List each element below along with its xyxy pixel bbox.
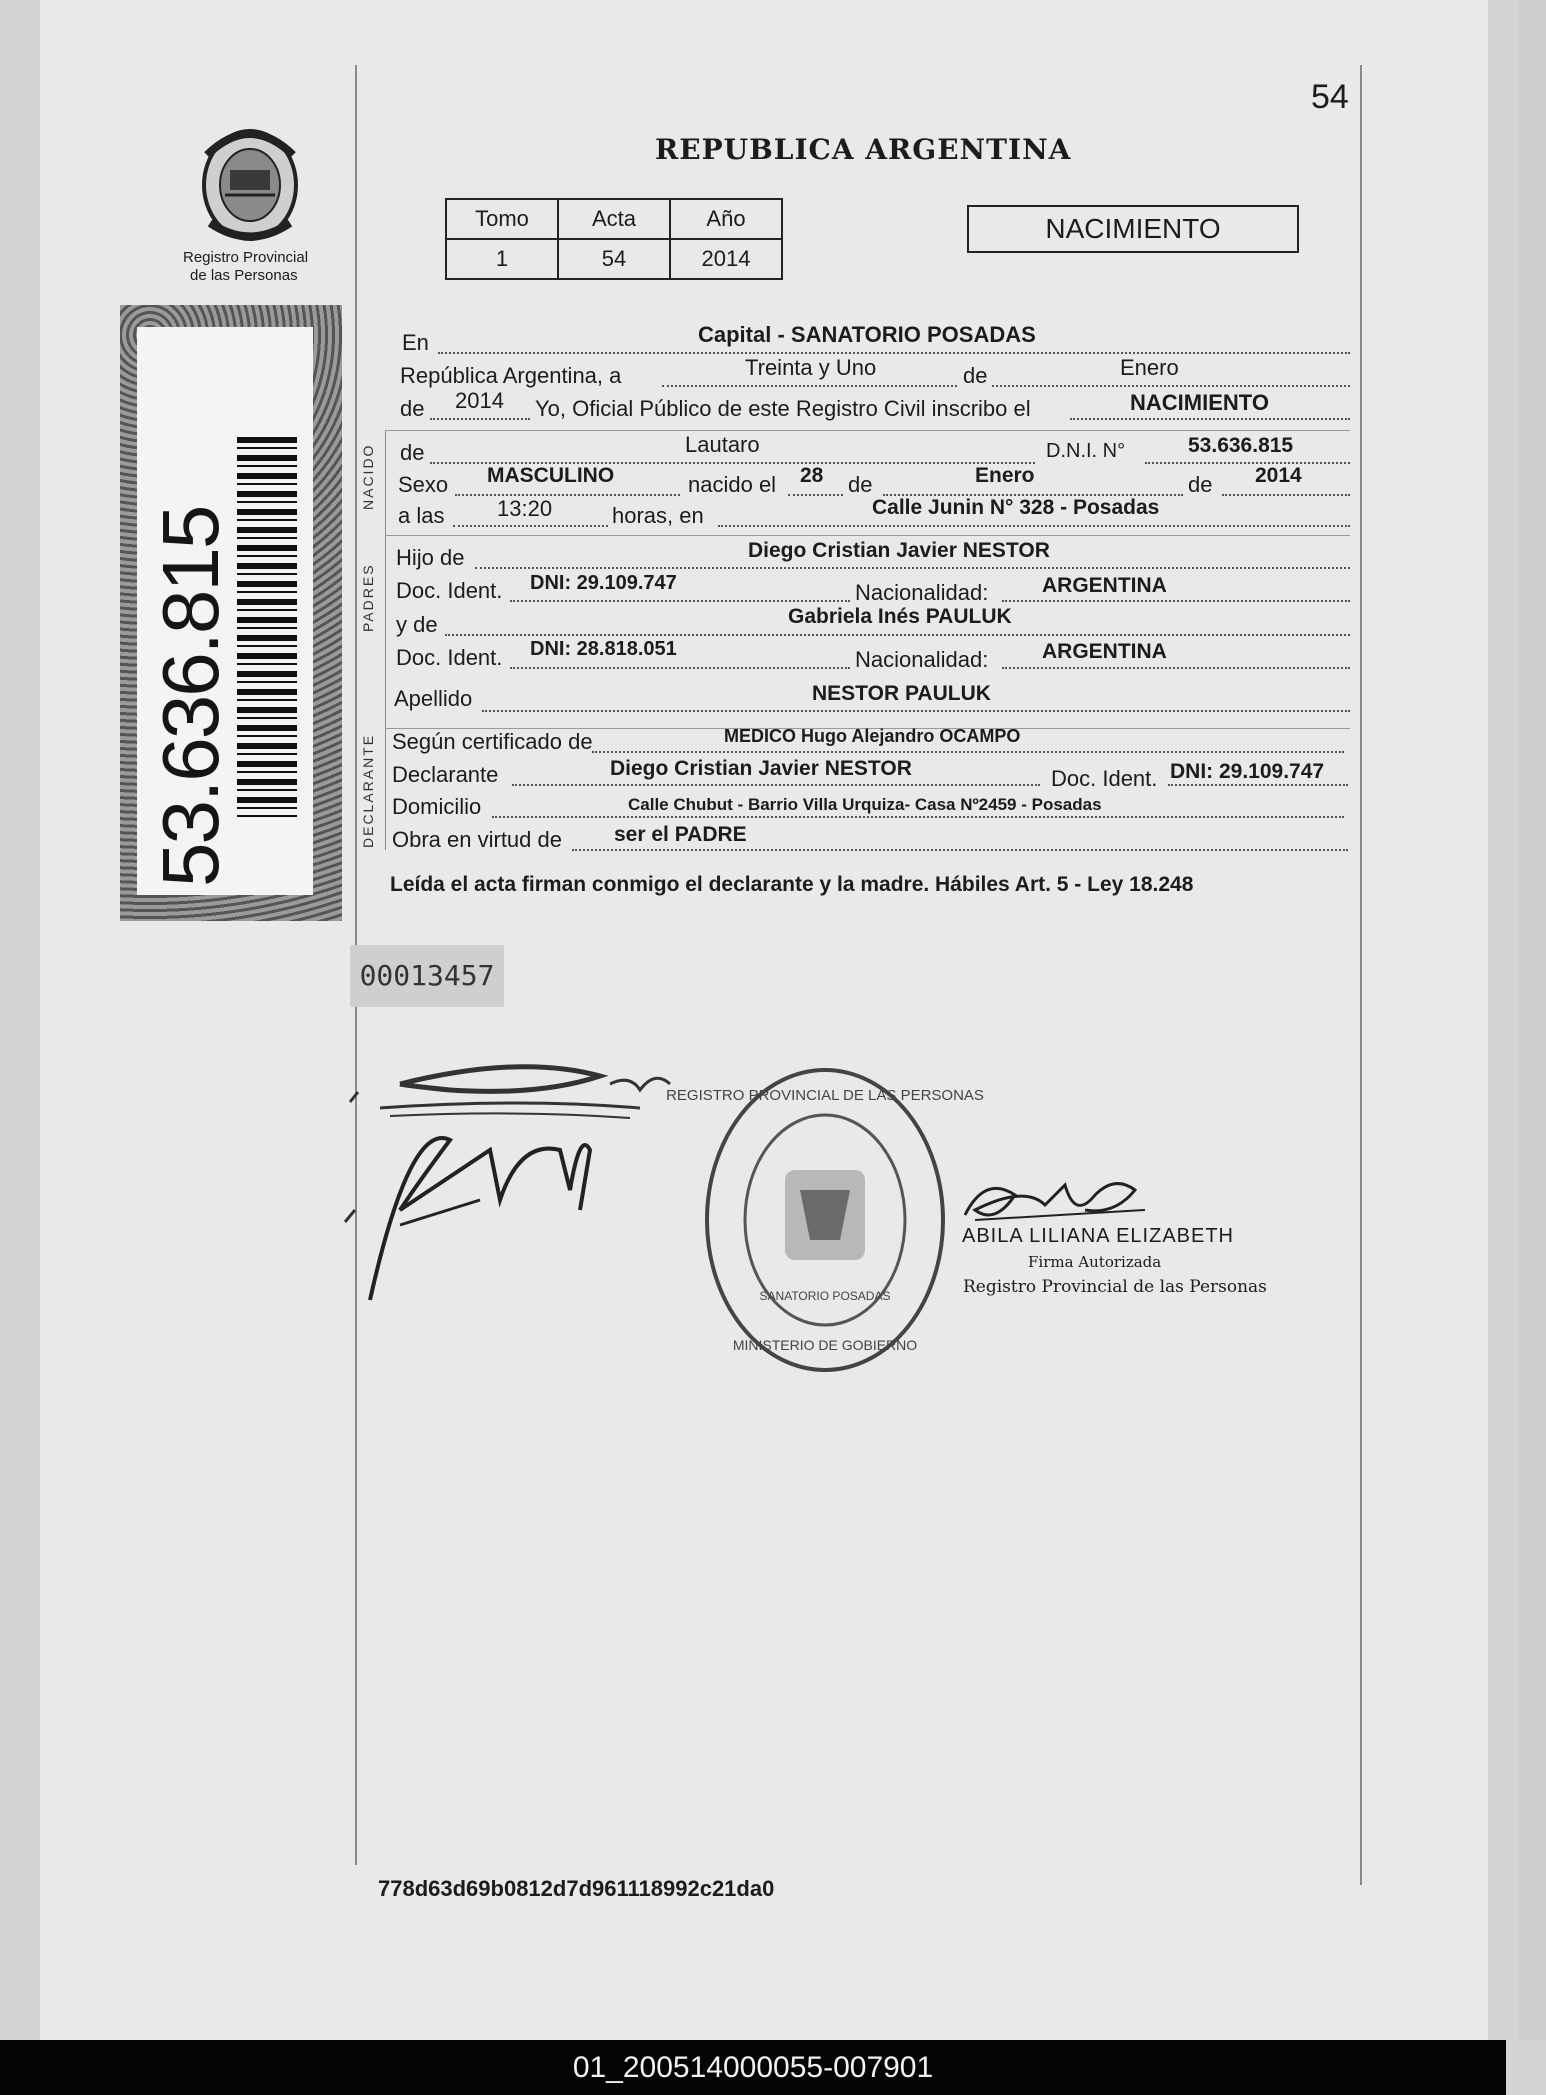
value-surname: NESTOR PAULUK bbox=[812, 682, 991, 705]
record-type-box: NACIMIENTO bbox=[967, 205, 1299, 253]
dots-birth-place bbox=[718, 525, 1350, 527]
official-title: Firma Autorizada bbox=[1028, 1253, 1162, 1271]
value-ano: 2014 bbox=[670, 239, 782, 279]
registry-round-stamp-icon bbox=[666, 1060, 984, 1380]
value-year: 2014 bbox=[455, 388, 504, 413]
official-name: ABILA LILIANA ELIZABETH bbox=[962, 1225, 1235, 1247]
dots-sex bbox=[455, 494, 680, 496]
value-mother-nat: ARGENTINA bbox=[1042, 640, 1167, 663]
value-name: Lautaro bbox=[685, 432, 760, 457]
label-doc-father: Doc. Ident. bbox=[396, 578, 503, 603]
dots-surname bbox=[482, 710, 1350, 712]
label-a-las: a las bbox=[398, 503, 445, 528]
label-de-2: de bbox=[400, 396, 425, 421]
label-oficial: Yo, Oficial Público de este Registro Civil inscribo el bbox=[535, 396, 1031, 421]
dots-declarant-doc bbox=[1168, 784, 1348, 786]
label-domicilio: Domicilio bbox=[392, 794, 482, 819]
value-time: 13:20 bbox=[497, 496, 553, 521]
label-nac-father: Nacionalidad: bbox=[855, 580, 989, 605]
header-tomo: Tomo bbox=[446, 199, 558, 239]
dots-mother bbox=[445, 634, 1350, 636]
label-obra: Obra en virtud de bbox=[392, 827, 562, 852]
barcode-card bbox=[137, 327, 313, 895]
province-seal bbox=[195, 115, 305, 245]
footer-id-bar bbox=[0, 2040, 1506, 2095]
value-place: Capital - SANATORIO POSADAS bbox=[698, 322, 1036, 347]
value-birth-month: Enero bbox=[975, 464, 1035, 487]
dots-father-nat bbox=[1002, 600, 1350, 602]
header-acta: Acta bbox=[558, 199, 670, 239]
value-capacity: ser el PADRE bbox=[614, 823, 747, 846]
label-doc-declarant: Doc. Ident. bbox=[1051, 766, 1158, 791]
page-number: 54 bbox=[1311, 78, 1349, 116]
dots-address bbox=[492, 816, 1344, 818]
dots-declarant bbox=[512, 784, 1040, 786]
dots-month bbox=[992, 385, 1350, 387]
section-label-declarante: DECLARANTE bbox=[360, 733, 376, 848]
label-nacido: nacido el bbox=[688, 472, 777, 497]
label-apellido: Apellido bbox=[394, 686, 473, 711]
dots-place bbox=[438, 352, 1350, 354]
page-edge bbox=[1518, 0, 1546, 2040]
label-de-1: de bbox=[963, 363, 988, 388]
separator-2 bbox=[385, 535, 1350, 536]
label-y-de: y de bbox=[396, 612, 438, 637]
dni-vertical-number: 53.636.815 bbox=[146, 506, 235, 887]
value-father-doc: DNI: 29.109.747 bbox=[530, 572, 677, 594]
dots-mother-doc bbox=[510, 667, 850, 669]
separator-1 bbox=[385, 430, 1350, 431]
stamp-outer-text: REGISTRO PROVINCIAL DE LAS PERSONAS bbox=[666, 1087, 984, 1104]
serial-stamp: 00013457 bbox=[350, 945, 504, 1007]
country-title: REPUBLICA ARGENTINA bbox=[655, 133, 1072, 166]
value-month: Enero bbox=[1120, 355, 1179, 380]
right-margin-line bbox=[1360, 65, 1362, 1885]
value-certificate: MEDICO Hugo Alejandro OCAMPO bbox=[724, 726, 1021, 746]
section-label-nacido: NACIDO bbox=[360, 443, 376, 510]
label-en: En bbox=[402, 330, 429, 355]
dots-father bbox=[475, 567, 1350, 569]
barcode-icon bbox=[237, 437, 297, 817]
value-declarant: Diego Cristian Javier NESTOR bbox=[610, 757, 912, 780]
label-segun: Según certificado de bbox=[392, 729, 593, 754]
section-label-padres: PADRES bbox=[360, 563, 376, 632]
dots-acta-type bbox=[1070, 418, 1350, 420]
label-declarante: Declarante bbox=[392, 762, 499, 787]
dots-capacity bbox=[572, 849, 1348, 851]
value-birth-year: 2014 bbox=[1255, 464, 1302, 487]
dots-birth-day bbox=[788, 494, 843, 496]
seal-caption-1: Registro Provincial bbox=[183, 249, 309, 266]
value-birth-place: Calle Junin N° 328 - Posadas bbox=[872, 496, 1160, 519]
value-dni: 53.636.815 bbox=[1188, 434, 1294, 457]
dots-dni bbox=[1145, 462, 1350, 464]
label-de-birth: de bbox=[848, 472, 873, 497]
seal-caption-2: de las Personas bbox=[190, 267, 298, 284]
value-tomo: 1 bbox=[446, 239, 558, 279]
value-day: Treinta y Uno bbox=[745, 355, 877, 380]
value-acta-type: NACIMIENTO bbox=[1130, 390, 1269, 415]
value-acta: 54 bbox=[558, 239, 670, 279]
label-de-name: de bbox=[400, 440, 425, 465]
label-horas: horas, en bbox=[612, 503, 704, 528]
dots-certificate bbox=[592, 751, 1344, 753]
value-declarant-doc: DNI: 29.109.747 bbox=[1170, 760, 1325, 783]
label-sexo: Sexo bbox=[398, 472, 449, 497]
official-org: Registro Provincial de las Personas bbox=[963, 1277, 1267, 1297]
declarant-signatures-icon bbox=[340, 1060, 700, 1320]
seal-emblem-icon bbox=[195, 115, 305, 245]
stamp-inner-text: SANATORIO POSADAS bbox=[759, 1289, 891, 1303]
dots-father-doc bbox=[510, 600, 850, 602]
header-ano: Año bbox=[670, 199, 782, 239]
reference-table bbox=[445, 198, 783, 280]
dots-time bbox=[453, 525, 608, 527]
value-father-nat: ARGENTINA bbox=[1042, 574, 1167, 597]
dots-mother-nat bbox=[1002, 667, 1350, 669]
value-birth-day: 28 bbox=[800, 464, 824, 487]
section-divider-line bbox=[385, 430, 386, 850]
label-de-birth-year: de bbox=[1188, 472, 1213, 497]
footer-id: 01_200514000055-007901 bbox=[572, 2051, 934, 2084]
document-hash: 778d63d69b0812d7d961118992c21da0 bbox=[378, 1876, 775, 1901]
barcode-panel bbox=[120, 305, 342, 921]
dots-birth-year bbox=[1222, 494, 1350, 496]
label-doc-mother: Doc. Ident. bbox=[396, 645, 503, 670]
value-sex: MASCULINO bbox=[487, 464, 615, 487]
dots-year bbox=[430, 418, 530, 420]
value-mother: Gabriela Inés PAULUK bbox=[788, 605, 1012, 628]
label-dni: D.N.I. N° bbox=[1046, 440, 1126, 462]
stamp-bottom-text: MINISTERIO DE GOBIERNO bbox=[732, 1337, 918, 1353]
dots-day bbox=[662, 385, 957, 387]
closing-statement: Leída el acta firman conmigo el declarante y la madre. Hábiles Art. 5 - Ley 18.248 bbox=[390, 873, 1194, 896]
label-republica: República Argentina, a bbox=[400, 363, 622, 388]
value-mother-doc: DNI: 28.818.051 bbox=[530, 638, 677, 660]
value-father: Diego Cristian Javier NESTOR bbox=[748, 539, 1050, 562]
value-address: Calle Chubut - Barrio Villa Urquiza- Casa Nº2459 - Posadas bbox=[628, 795, 1102, 814]
label-nac-mother: Nacionalidad: bbox=[855, 647, 989, 672]
label-hijo: Hijo de bbox=[396, 545, 465, 570]
